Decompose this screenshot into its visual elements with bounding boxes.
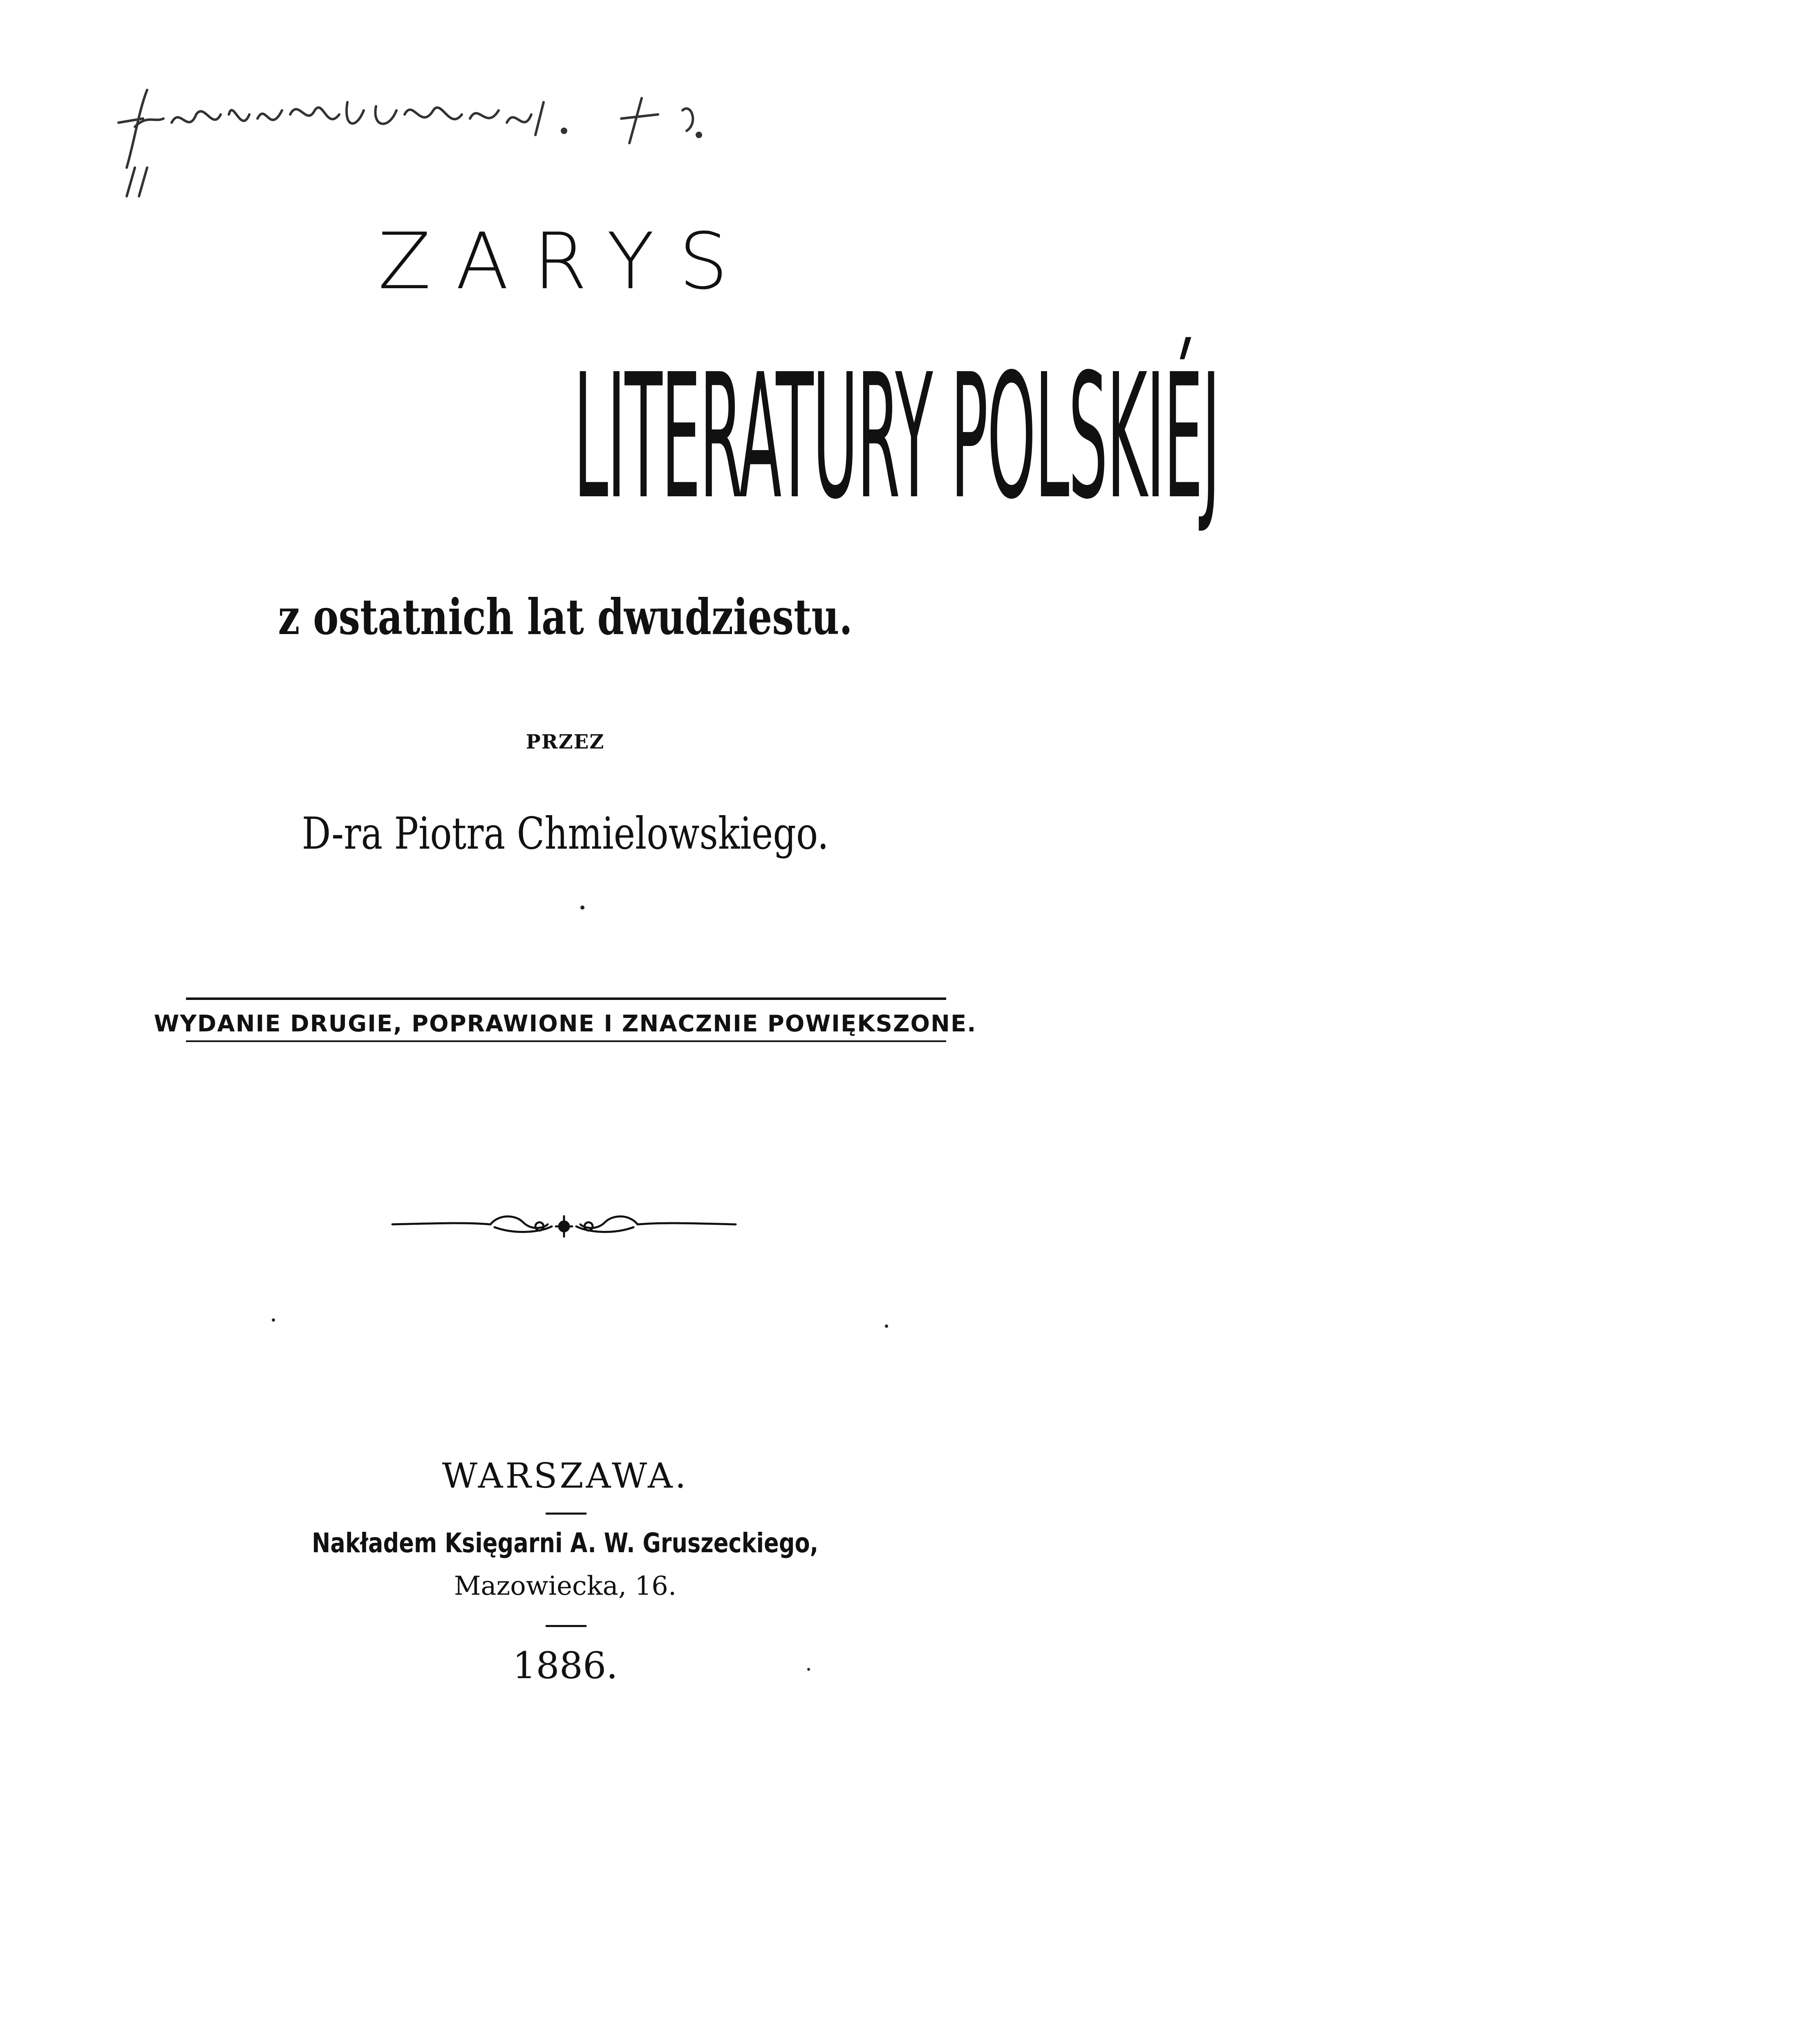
imprint-publisher (0, 1527, 1130, 1560)
imprint-year: 1886. (513, 1644, 618, 1687)
imprint-publisher-text: Nakładem Księgarni A. W. Gruszeckiego, (312, 1527, 819, 1559)
imprint-short-rule (546, 1625, 586, 1627)
subtitle (0, 589, 1130, 646)
edition-line: WYDANIE DRUGIE, POPRAWIONE I ZNACZNIE POWIĘKSZONE. (154, 1011, 977, 1037)
subtitle-text: z ostatnich lat dwudziestu. (278, 588, 853, 646)
edition-top-rule (186, 997, 946, 1000)
ornament-divider (392, 1202, 736, 1247)
imprint-city: WARSZAWA. (442, 1456, 689, 1496)
handwritten-note (110, 74, 764, 213)
imprint-address: Mazowiecka, 16. (454, 1571, 677, 1601)
stray-dot (885, 1325, 888, 1328)
stray-dot (580, 905, 584, 910)
author-name-text: D-ra Piotra Chmielowskiego. (302, 808, 829, 859)
title-heading: ZARYS (378, 216, 753, 307)
stray-dot (807, 1668, 810, 1671)
imprint-short-rule (546, 1513, 586, 1515)
stray-dot (272, 1318, 275, 1322)
main-title (0, 337, 1220, 537)
main-title-text: LITERATURY POLSKIÉJ (573, 337, 1220, 537)
author-name (0, 807, 1130, 861)
edition-bottom-rule (186, 1040, 946, 1042)
by-label: PRZEZ (526, 731, 605, 753)
